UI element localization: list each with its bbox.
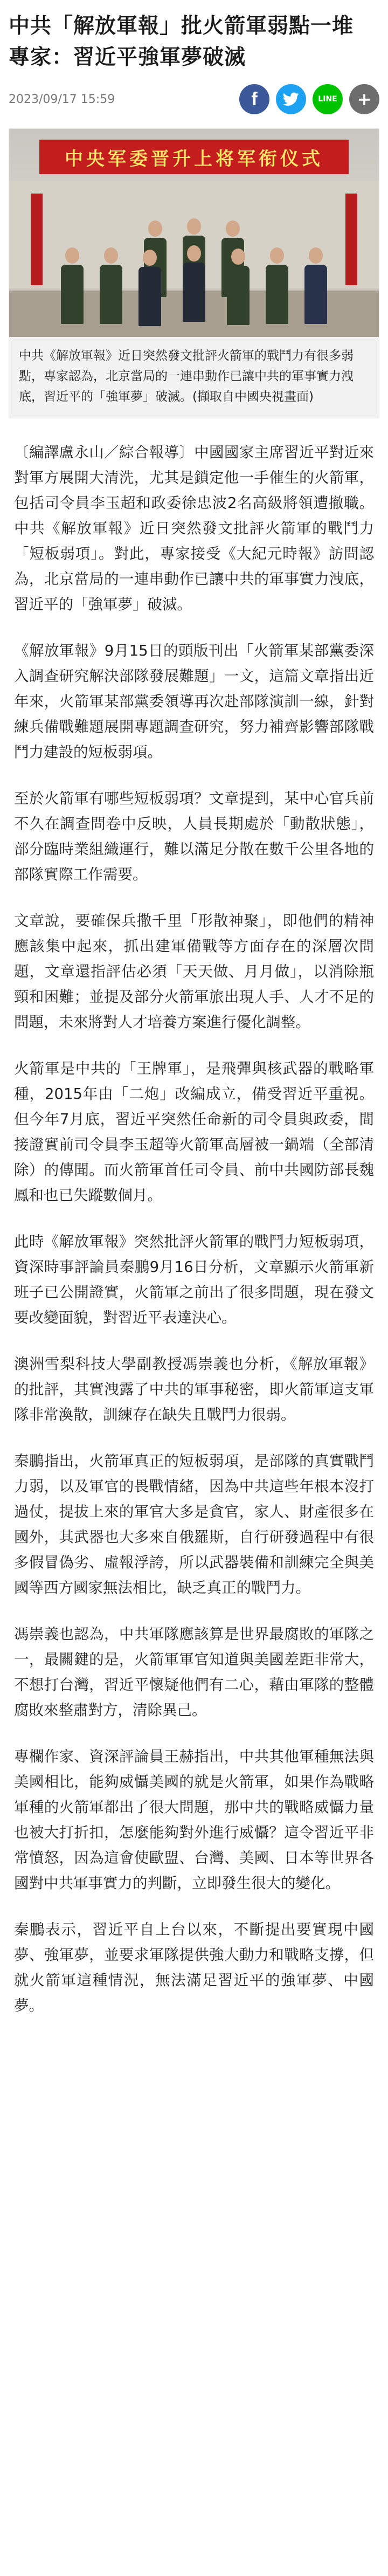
news-photo xyxy=(9,129,379,337)
twitter-share-button[interactable] xyxy=(276,84,306,114)
bird-icon xyxy=(283,92,299,106)
article-title: 中共「解放軍報」批火箭軍弱點一堆 專家：習近平強軍夢破滅 xyxy=(9,14,354,70)
paragraph: 秦鵬表示，習近平自上台以來，不斷提出要實現中國夢、強軍夢，並要求軍隊提供強大動力和戰略支撐，但就火箭軍這種情況，無法滿足習近平的強軍夢、中國夢。 xyxy=(14,1921,374,2014)
meta-row xyxy=(9,82,379,116)
paragraph: 此時《解放軍報》突然批評火箭軍的戰鬥力短板弱項，資深時事評論員秦鵬9月16日分析，文章顯示火箭軍新班子已公開證實，火箭軍之前出了很多問題，現在發文要改變面貌，對習近平表達決心。 xyxy=(14,1233,374,1326)
share-bar xyxy=(239,84,379,114)
paragraph: 文章說，要確保兵撒千里「形散神聚」，即他們的精神應該集中起來，抓出建軍備戰等方面存在的深層次問題，文章還指評估必須「天天做、月月做」，以消除瓶頸和困難；並提及部分火箭軍旅出現人手、人才不足的問題，未來將對人才培養方案進行優化調整。 xyxy=(14,912,374,1031)
facebook-icon: f xyxy=(251,88,258,109)
officer-figure xyxy=(304,247,327,324)
paragraph: 至於火箭軍有哪些短板弱項？文章提到，某中心官兵前不久在調查問卷中反映，人員長期處於「動散狀態」，部分臨時業組織運行，難以滿足分散在數千公里各地的部隊實際工作需要。 xyxy=(14,790,374,883)
more-share-button[interactable] xyxy=(349,84,379,114)
paragraph: 澳洲雪梨科技大學副教授馮崇義也分析，《解放軍報》的批評，其實洩露了中共的軍事秘密，即火箭軍這支軍隊非常渙散，訓練存在缺失且戰鬥力很弱。 xyxy=(14,1355,374,1423)
paragraph: 《解放軍報》9月15日的頭版刊出「火箭軍某部黨委深入調查研究解決部隊發展難題」一文，這篇文章指出近年來，火箭軍某部黨委領導再次赴部隊演訓一線，針對練兵備戰難題展開專題調查研究，努力補齊影響部隊戰鬥力建設的短板弱項。 xyxy=(14,642,374,761)
officer-figure xyxy=(138,250,161,326)
photo-caption: 中共《解放軍報》近日突然發文批評火箭軍的戰鬥力有很多弱點，專家認為，北京當局的一連串動作已讓中共的軍事實力洩底，習近平的「強軍夢」破滅。(擷取自中國央視畫面) xyxy=(19,349,354,404)
paragraph: 秦鵬指出，火箭軍真正的短板弱項，是部隊的真實戰鬥力弱，以及軍官的畏戰情緒，因為中共這些年根本沒打過仗，提拔上來的軍官大多是貪官，家人、財產很多在國外，其武器也大多來自俄羅斯，自行研發過程中有很多假冒偽劣、虛報浮誇，所以武器裝備和訓練完全與美國等西方國家無法相比，缺乏真正的戰鬥力。 xyxy=(14,1452,374,1596)
officer-figure xyxy=(266,247,288,324)
paragraph: 專欄作家、資深評論員王赫指出，中共其他軍種無法與美國相比，能夠威懾美國的就是火箭軍，如果作為戰略軍種的火箭軍都出了很大問題，那中共的戰略威懾力量也被大打折扣，怎麼能夠對外進行威懾？這令習近平非常憤怒，因為這會使歐盟、台灣、美國、日本等世界各國對中共軍事實力的判斷，立即發生很大的變化。 xyxy=(14,1748,374,1892)
line-icon: LINE xyxy=(318,95,337,104)
officer-figure xyxy=(227,249,250,325)
officer-figure xyxy=(100,247,122,324)
photo-banner: 中央军委晋升上将军衔仪式 xyxy=(39,140,349,174)
officer-figure xyxy=(61,247,84,324)
paragraph: 馮崇義也認為，中共軍隊應該算是世界最腐敗的軍隊之一，最關鍵的是，火箭軍軍官知道與美國差距非常大，不想打台灣，習近平懷疑他們有二心，藉由軍隊的整體腐敗來整肅對方，清除異己。 xyxy=(14,1626,374,1719)
publish-date: 2023/09/17 15:59 xyxy=(9,92,115,106)
flag-right xyxy=(345,194,357,285)
line-share-button[interactable] xyxy=(313,84,343,114)
flag-left xyxy=(31,194,43,285)
leader-figure xyxy=(183,245,205,322)
article-body xyxy=(0,418,388,2019)
paragraph: 火箭軍是中共的「王牌軍」，是飛彈與核武器的戰略軍種，2015年由「二炮」改編成立，備受習近平重視。但今年7月底，習近平突然任命新的司令員與政委，間接證實前司令員李玉超等火箭軍高層被一鍋端（全部清除）的傳聞。而火箭軍首任司令員、前中共國防部長魏鳳和也已失蹤數個月。 xyxy=(14,1060,374,1204)
article-figure xyxy=(9,128,379,418)
paragraph: 〔編譯盧永山／綜合報導〕中國國家主席習近平對近來對軍方展開大清洗，尤其是鎖定他一手催生的火箭軍，包括司令員李玉超和政委徐忠波2名高級將領遭撤職。中共《解放軍報》近日突然發文批評火箭軍的戰鬥力「短板弱項」。對此，專家接受《大紀元時報》訪問認為，北京當局的一連串動作已讓中共的軍事實力洩底，習近平的「強軍夢」破滅。 xyxy=(14,444,374,613)
facebook-share-button[interactable] xyxy=(239,84,269,114)
article-header xyxy=(0,0,388,116)
plus-icon: + xyxy=(357,89,372,109)
